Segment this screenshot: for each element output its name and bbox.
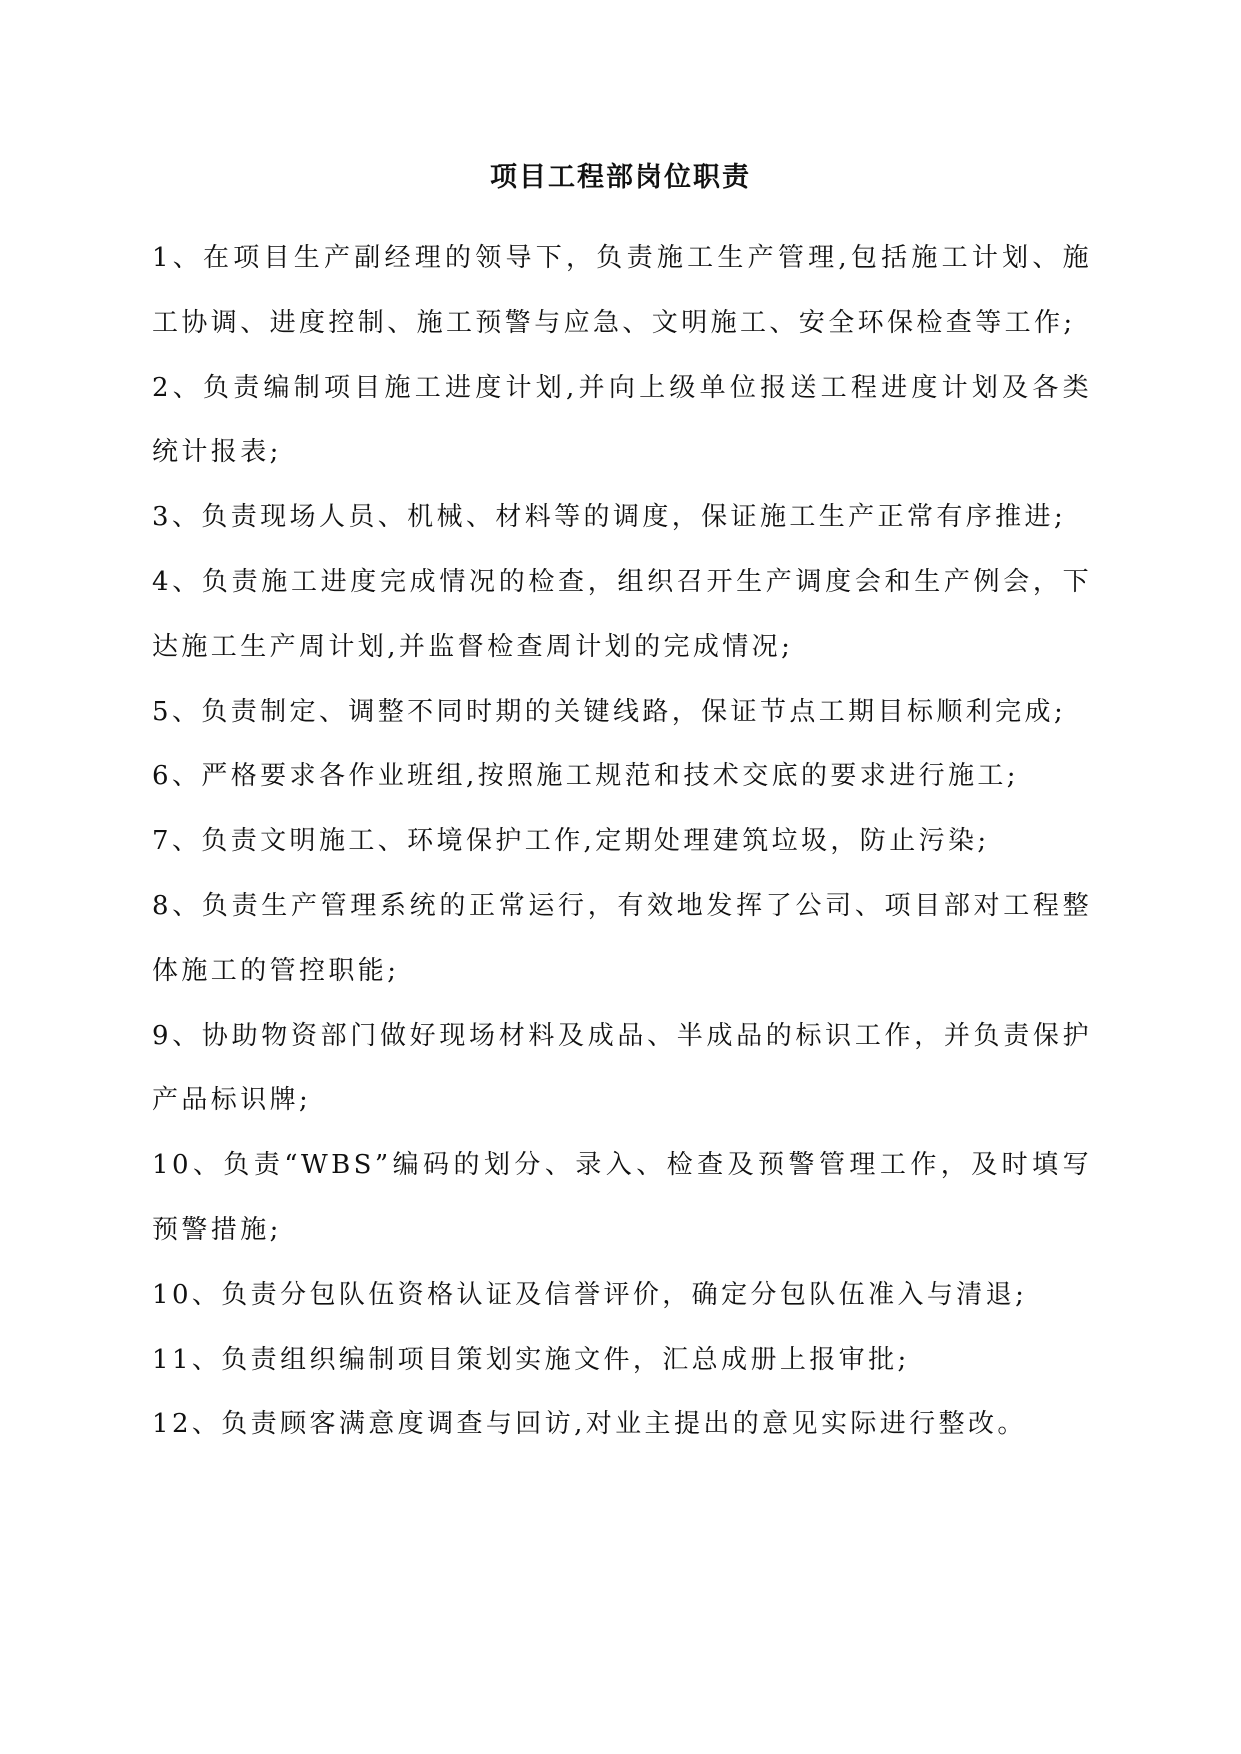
- duty-item-10b: 10、负责分包队伍资格认证及信誉评价，确定分包队伍准入与清退;: [152, 1279, 1028, 1310]
- duty-item-9: 9、协助物资部门做好现场材料及成品、半成品的标识工作，并负责保护产品标识牌;: [152, 1020, 1092, 1116]
- duty-item-8: 8、负责生产管理系统的正常运行，有效地发挥了公司、项目部对工程整体施工的管控职能;: [152, 890, 1092, 986]
- duty-item-6: 6、严格要求各作业班组,按照施工规范和技术交底的要求进行施工;: [152, 761, 1019, 792]
- duty-item-4: 4、负责施工进度完成情况的检查，组织召开生产调度会和生产例会，下达施工生产周计划,并监督检查周计划的完成情况;: [152, 566, 1092, 662]
- document-body: [152, 226, 1092, 1457]
- duty-item-1: 1、在项目生产副经理的领导下，负责施工生产管理,包括施工计划、施工协调、进度控制、施工预警与应急、文明施工、安全环保检查等工作;: [152, 243, 1092, 338]
- duty-item-12: 12、负责顾客满意度调查与回访,对业主提出的意见实际进行整改。: [152, 1409, 1027, 1440]
- duty-item-5: 5、负责制定、调整不同时期的关键线路，保证节点工期目标顺利完成;: [152, 696, 1067, 727]
- duty-item-10a: 10、负责“WBS”编码的划分、录入、检查及预警管理工作，及时填写预警措施;: [152, 1150, 1092, 1245]
- duty-item-7: 7、负责文明施工、环境保护工作,定期处理建筑垃圾，防止污染;: [152, 826, 990, 857]
- document-title: 项目工程部岗位职责: [490, 162, 751, 193]
- duty-item-3: 3、负责现场人员、机械、材料等的调度，保证施工生产正常有序推进;: [152, 502, 1067, 533]
- duty-item-2: 2、负责编制项目施工进度计划,并向上级单位报送工程进度计划及各类统计报表;: [152, 372, 1092, 468]
- duty-item-11: 11、负责组织编制项目策划实施文件，汇总成册上报审批;: [152, 1344, 910, 1375]
